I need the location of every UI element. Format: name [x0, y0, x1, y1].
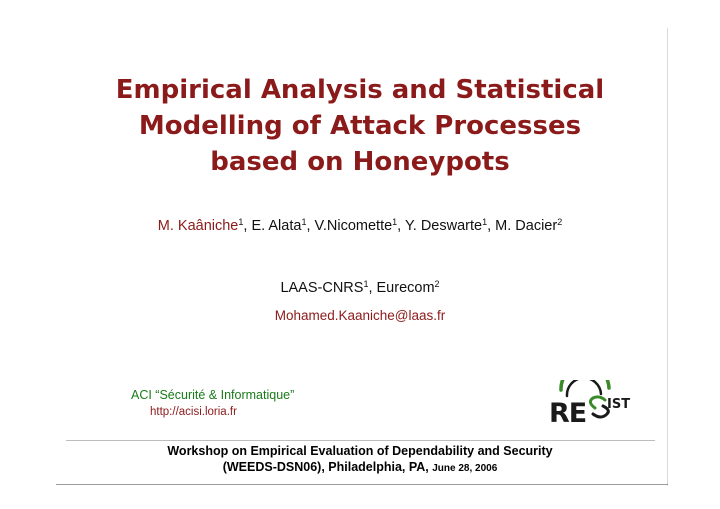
affiliation-list: LAAS-CNRS$^1$, Eurecom$^2$	[280, 279, 440, 296]
author-list: M. Kaâniche$^1$, E. Alata$^1$, V.Nicomette$^1$, Y. Deswarte$^1$, M. Dacier$^2$	[157, 217, 563, 234]
aci-url-link[interactable]: http://acisi.loria.fr	[150, 406, 237, 418]
author-name: Y. Deswarte	[404, 218, 483, 234]
logo-suffix: IST	[607, 397, 631, 412]
workshop-title: Workshop on Empirical Evaluation of Dependability and Security	[167, 444, 553, 458]
logo-letters: RE	[549, 398, 587, 428]
author-name: M. Kaâniche	[157, 218, 239, 234]
author-affiliation-mark: 1	[392, 217, 398, 227]
workshop-venue: (WEEDS-DSN06), Philadelphia, PA,	[222, 460, 429, 474]
author-affiliation-mark: 1	[301, 217, 307, 227]
workshop-details	[40, 460, 680, 474]
affiliation-name: Eurecom	[376, 280, 435, 296]
right-border-line	[667, 28, 668, 486]
author-affiliation-mark: 1	[482, 217, 488, 227]
author-name: E. Alata	[251, 218, 302, 234]
title-line-2: Modelling of Attack Processes	[138, 111, 582, 141]
footer-separator-bottom	[56, 484, 668, 485]
contact-email[interactable]: Mohamed.Kaaniche@laas.fr	[274, 308, 446, 323]
affiliation-mark: 1	[363, 279, 369, 289]
author-name: V.Nicomette	[314, 218, 393, 234]
aci-program-name: ACI “Sécurité & Informatique”	[131, 388, 295, 402]
slide-title	[60, 72, 660, 180]
workshop-date: June 28, 2006	[432, 463, 498, 474]
author-affiliation-mark: 2	[557, 217, 563, 227]
title-line-1: Empirical Analysis and Statistical	[115, 75, 605, 105]
resist-logo	[547, 380, 631, 428]
footer-separator-top	[66, 440, 655, 441]
author-affiliation-mark: 1	[238, 217, 244, 227]
author-name: M. Dacier	[495, 218, 558, 234]
affiliation-mark: 2	[434, 279, 440, 289]
affiliation-name: LAAS-CNRS	[280, 280, 364, 296]
title-line-3: based on Honeypots	[210, 147, 510, 177]
